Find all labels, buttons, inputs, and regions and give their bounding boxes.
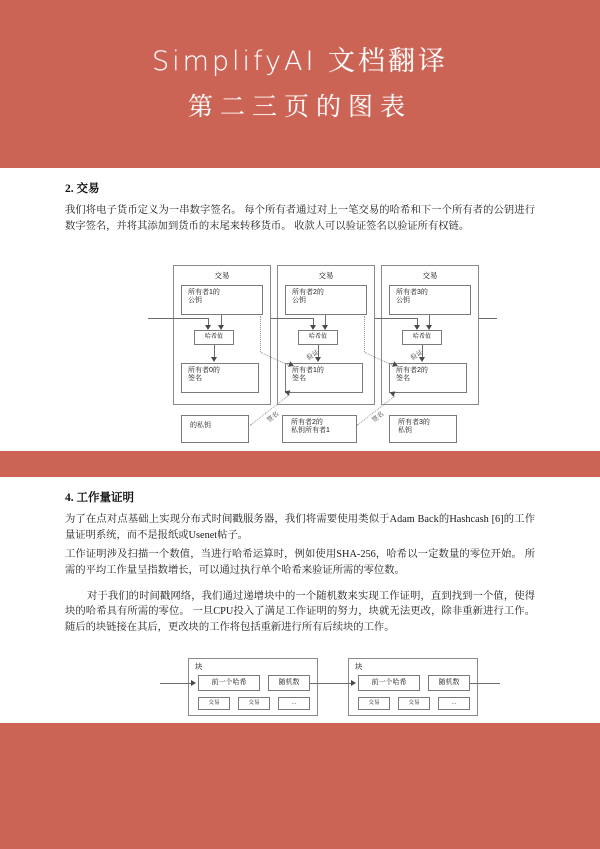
- signature-label-2: 所有者1的 签名: [292, 367, 324, 383]
- block-1-item-0: 交易: [198, 697, 230, 710]
- arrow-into-block-1: [191, 680, 196, 686]
- signature-box-1: [181, 363, 259, 393]
- verify-label-2: 验证: [409, 348, 425, 362]
- arrow-into-hash-1b: [218, 325, 224, 330]
- private-key-box-3: [389, 415, 457, 443]
- signature-box-3: [389, 363, 467, 393]
- spine-line-1: [271, 318, 313, 319]
- private-key-label-3: 所有者3的 私钥: [398, 419, 430, 435]
- signature-label-1: 所有者0的 签名: [188, 367, 220, 383]
- block-2-item-0: 交易: [358, 697, 390, 710]
- block-box-2-title: 块: [355, 662, 363, 671]
- spine-line-3: [479, 318, 497, 319]
- prev-hash-box-1: 前一个哈希: [198, 675, 260, 691]
- block-connector-2: [470, 683, 500, 684]
- block-connector-1: [310, 683, 353, 684]
- arrow-into-sig-2: [315, 357, 321, 362]
- public-key-box-2: [285, 285, 367, 315]
- private-key-box-1: [181, 415, 249, 443]
- header-banner: [0, 0, 600, 168]
- block-box-1-title: 块: [195, 662, 203, 671]
- arrow-into-hash-2b: [322, 325, 328, 330]
- arrow-into-hash-1a: [205, 325, 211, 330]
- transaction-box-1-title: 交易: [214, 271, 230, 280]
- page-title: SimplifyAI 文档翻译: [151, 45, 449, 77]
- block-2-item-2: ...: [438, 697, 470, 710]
- spine-line-0: [148, 318, 208, 319]
- private-key-box-2: [282, 415, 357, 443]
- arrow-into-sig-1: [211, 357, 217, 362]
- hash-box-2: 哈希值: [298, 330, 338, 345]
- arrow-into-hash-3b: [426, 325, 432, 330]
- public-key-label-3: 所有者3的 公钥: [396, 289, 428, 305]
- section-heading-transactions: 2. 交易: [65, 183, 100, 195]
- private-key-label-2: 所有者2的 私钥所有者1: [291, 419, 330, 435]
- public-key-label-1: 所有者1的 公钥: [188, 289, 220, 305]
- block-1-item-2: ...: [278, 697, 310, 710]
- public-key-label-2: 所有者2的 公钥: [292, 289, 324, 305]
- sign-label-2: 签名: [370, 410, 386, 425]
- hash-box-3: 哈希值: [402, 330, 442, 345]
- pow-paragraph-1: 为了在点对点基础上实现分布式时间戳服务器，我们将需要使用类似于Adam Back的Hashcash [6]的工作量证明系统，而不是报纸或Usenet帖子。: [65, 514, 535, 541]
- pow-paragraph-2: 工作证明涉及扫描一个数值，当进行哈希运算时，例如使用SHA-256，哈希以一定数量的零位开始。 所需的平均工作量呈指数增长，可以通过执行单个哈希来验证所需的零位数。: [65, 549, 535, 576]
- block-1-item-1: 交易: [238, 697, 270, 710]
- nonce-box-1: 随机数: [268, 675, 310, 691]
- verify-label-1: 验证: [305, 348, 321, 362]
- block-connector-0: [160, 683, 193, 684]
- pow-paragraph-3: 对于我们的时间戳网络，我们通过递增块中的一个随机数来实现工作证明，直到找到一个值，使得块的哈希具有所需的零位。 一旦CPU投入了满足工作证明的努力，块就无法更改，除非重新进行工作。 随后的块链接在其后，更改块的工作将包括重新进行所有后续块的工作。: [65, 590, 535, 633]
- prev-hash-box-2: 前一个哈希: [358, 675, 420, 691]
- section-paragraph: 我们将电子货币定义为一串数字签名。 每个所有者通过对上一笔交易的哈希和下一个所有者的公钥进行数字签名，并将其添加到货币的末尾来转移货币。 收款人可以验证签名以验证所有权链。: [65, 205, 535, 232]
- verify-path-2-vertical: [364, 316, 365, 352]
- signature-box-2: [285, 363, 363, 393]
- section-heading-pow: 4. 工作量证明: [65, 492, 134, 504]
- arrow-into-hash-3a: [414, 325, 420, 330]
- hash-box-1: 哈希值: [194, 330, 234, 345]
- public-key-box-3: [389, 285, 471, 315]
- transaction-box-2-title: 交易: [318, 271, 334, 280]
- spine-line-2: [375, 318, 417, 319]
- footer-banner: [0, 723, 600, 849]
- verify-path-1-vertical: [260, 316, 261, 352]
- private-key-label-1: 的私钥: [190, 422, 211, 429]
- section-divider-banner: [0, 451, 600, 477]
- nonce-box-2: 随机数: [428, 675, 470, 691]
- block-2-item-1: 交易: [398, 697, 430, 710]
- arrow-into-block-2: [351, 680, 356, 686]
- arrow-into-sig-3: [419, 357, 425, 362]
- page-subtitle: 第二三页的图表: [187, 92, 412, 122]
- signature-label-3: 所有者2的 签名: [396, 367, 428, 383]
- arrow-into-hash-2a: [310, 325, 316, 330]
- section-proof-of-work: [65, 489, 535, 639]
- section-transactions: [65, 180, 535, 238]
- transaction-box-3-title: 交易: [422, 271, 438, 280]
- sign-label-1: 签名: [265, 410, 281, 425]
- public-key-box-1: [181, 285, 263, 315]
